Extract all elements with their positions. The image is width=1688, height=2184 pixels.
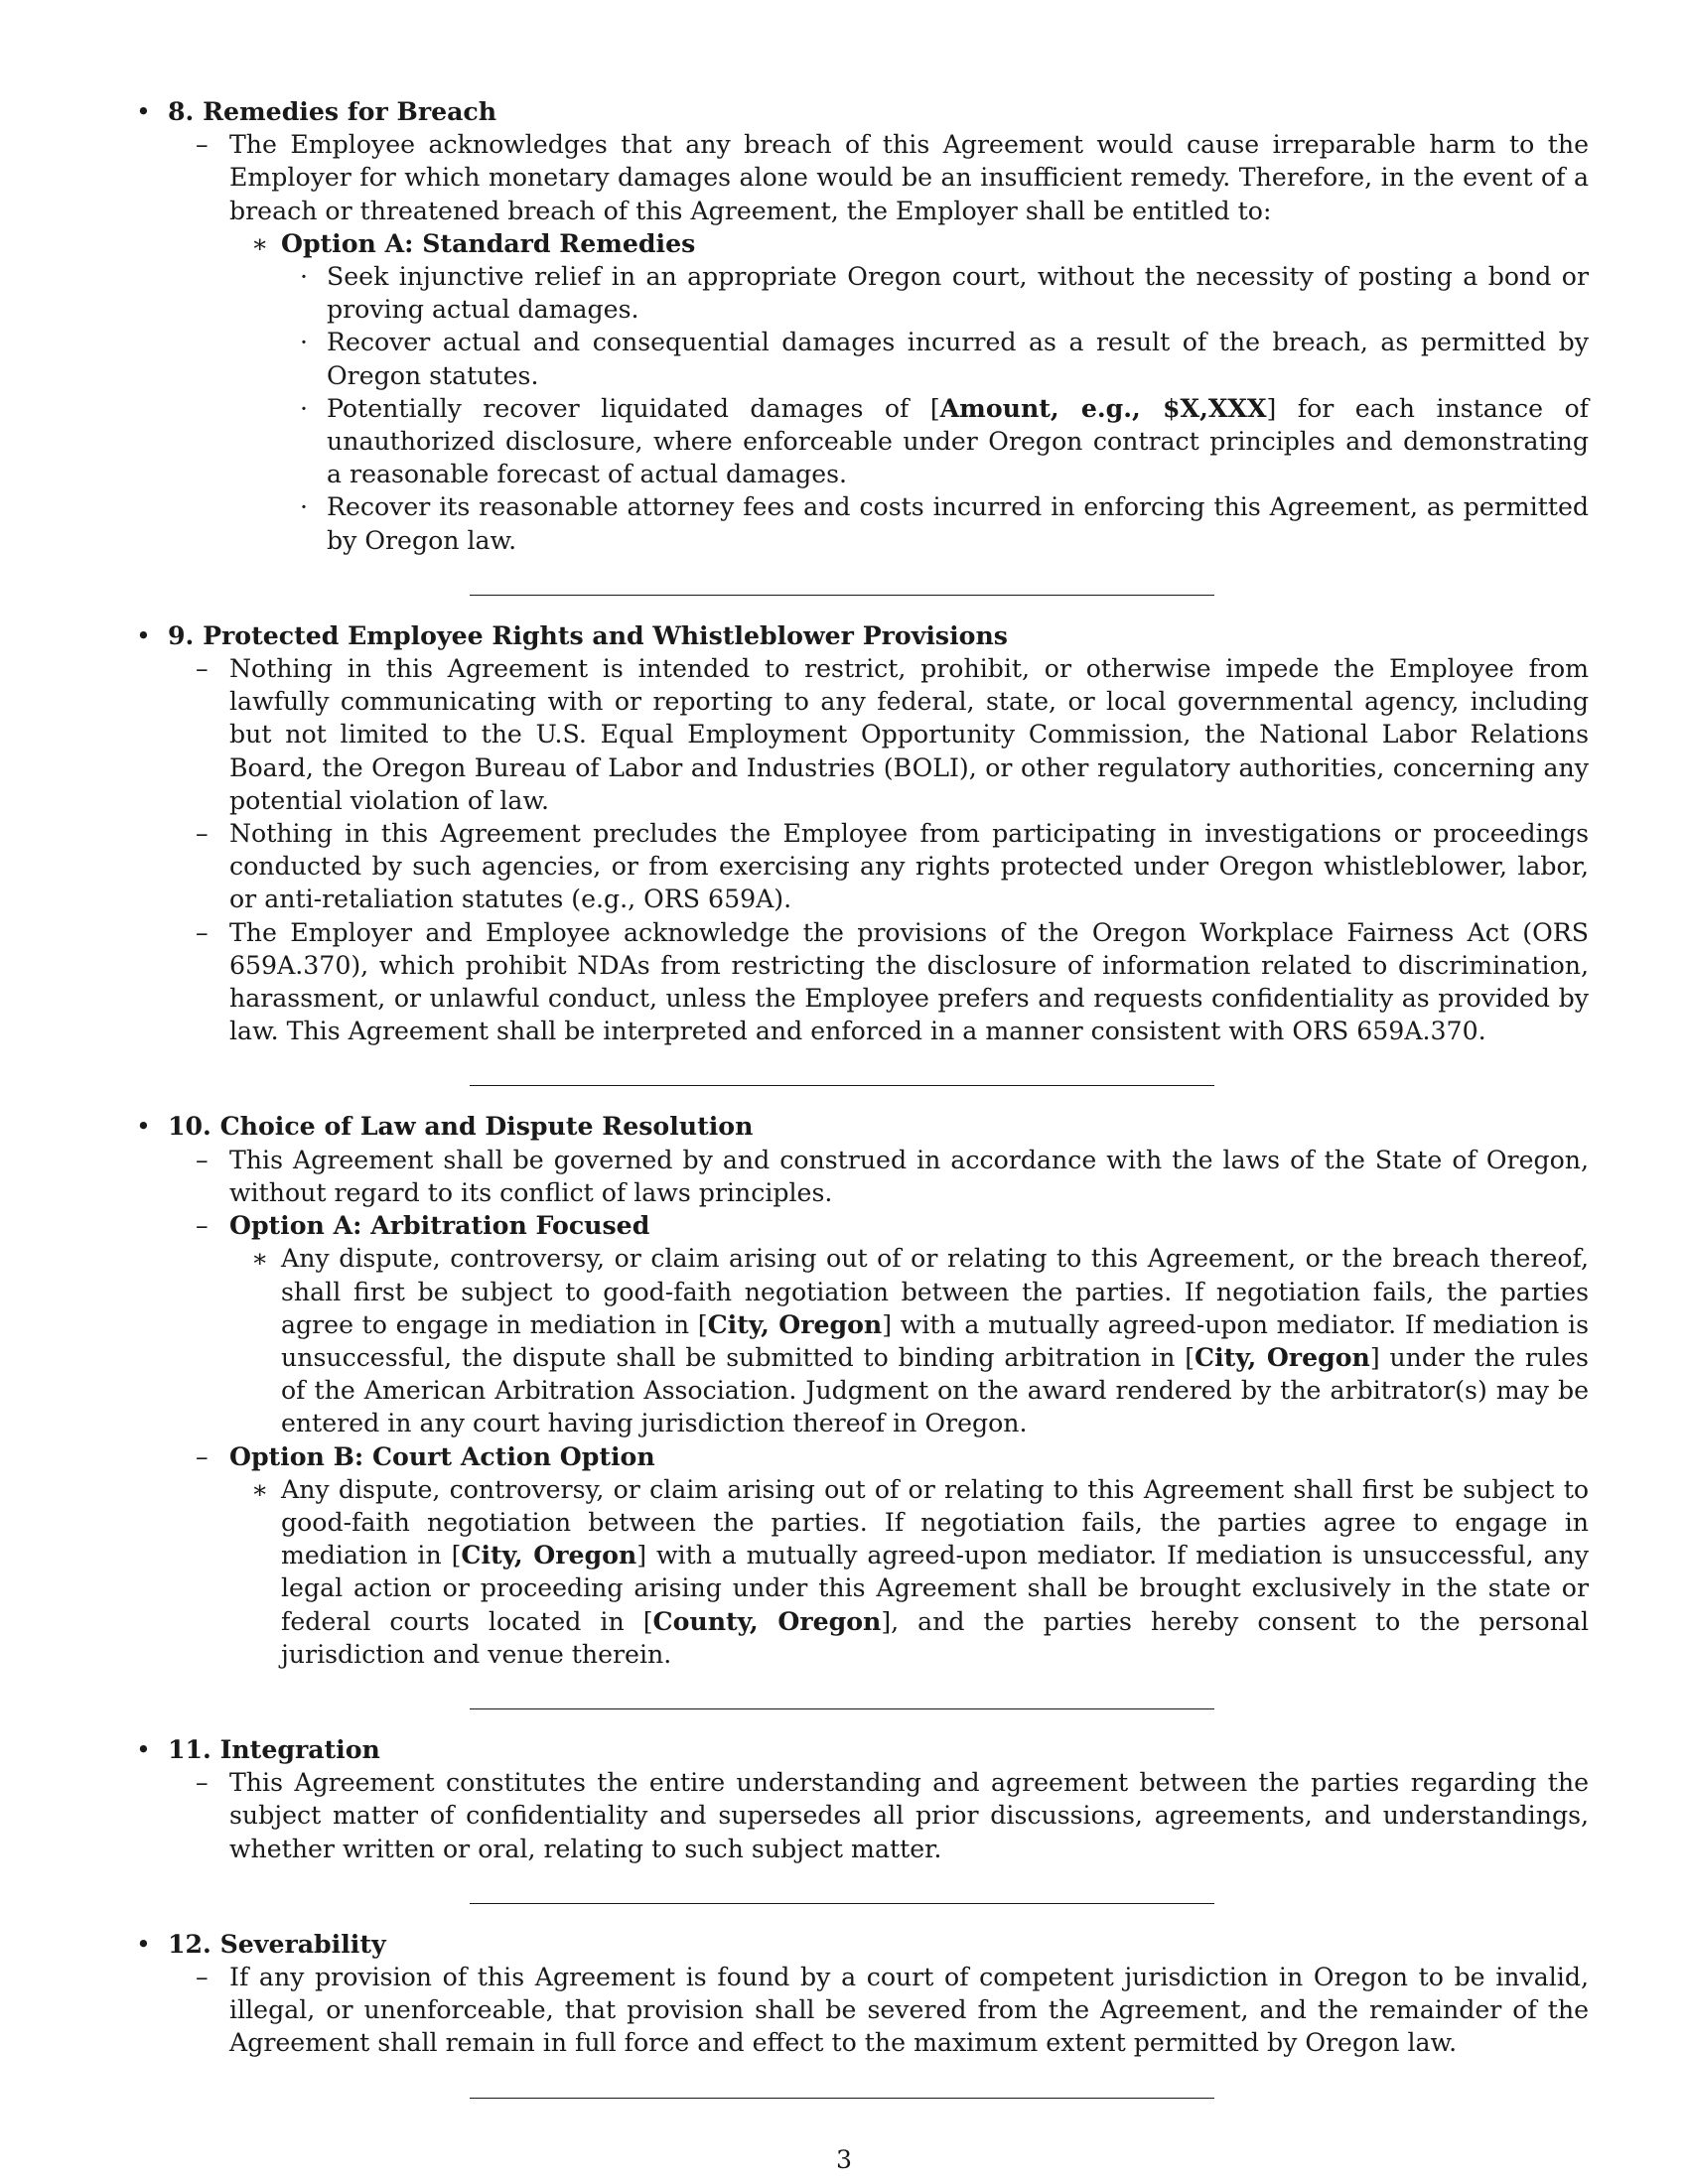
dash-marker: – — [196, 1211, 209, 1241]
placeholder-city: City, Oregon — [461, 1540, 637, 1570]
section-heading-text: 9. Protected Employee Rights and Whistleblower Provisions — [168, 619, 1008, 650]
page-number: 3 — [835, 2145, 853, 2174]
paragraph-text: If any provision of this Agreement is found by a court of competent jurisdiction in Oregon to be invalid, illegal, or unenforceable, that provision shall be severed from the Agreement, and the remainder of the Agreement shall remain in full force and effect to the maximum extent permitted by Oregon law. — [229, 1962, 1589, 2058]
section-heading-text: 10. Choice of Law and Dispute Resolution — [168, 1111, 754, 1142]
dash-marker: – — [196, 1145, 209, 1174]
dash-marker: – — [196, 654, 209, 684]
star-marker: ∗ — [251, 1244, 269, 1274]
list-item — [134, 1209, 1589, 1439]
section-severability — [134, 1928, 1589, 2060]
list-item — [134, 1440, 1589, 1671]
paragraph-text: ] under the rules of the American Arbitration Association. Judgment on the award rendered by the arbitrator(s) may be entered in any court having jurisdiction thereof in Oregon. — [281, 1342, 1589, 1438]
paragraph-text: The Employer and Employee acknowledge the provisions of the Oregon Workplace Fairness Act (ORS 659A.370), which prohibit NDAs from restricting the disclosure of information related to discrimination, harassment, or unlawful conduct, unless the Employee prefers and requests confidentiality as provided by law. This Agreement shall be interpreted and enforced in a manner consistent with ORS 659A.370. — [229, 917, 1589, 1046]
placeholder-city: City, Oregon — [707, 1308, 883, 1339]
option-label: Option B: Court Action Option — [229, 1440, 655, 1471]
list-item — [134, 392, 1589, 491]
list-item — [134, 227, 1589, 557]
paragraph-text: Potentially recover liquidated damages of [ — [327, 393, 940, 423]
list-item — [134, 1473, 1589, 1671]
paragraph-text: Nothing in this Agreement is intended to restrict, prohibit, or otherwise impede the Employee from lawfully communicating with or reporting to any federal, state, or local governmental agency, including but not limited to the U.S. Equal Employment Opportunity Commission, the National Labor Relations Board, the Oregon Bureau of Labor and Industries (BOLI), or other regulatory authorities, concerning any potential violation of law. — [229, 654, 1589, 815]
bullet-marker: • — [136, 1112, 151, 1142]
horizontal-rule — [470, 2098, 1214, 2099]
section-heading-text: 11. Integration — [168, 1733, 380, 1764]
list-item — [134, 260, 1589, 326]
list-item — [134, 128, 1589, 557]
dot-marker: · — [300, 492, 309, 522]
dash-marker: – — [196, 130, 209, 160]
dash-marker: – — [196, 917, 209, 947]
section-heading — [134, 1928, 1589, 1961]
dash-marker: – — [196, 1768, 209, 1798]
paragraph-text: The Employee acknowledges that any breach of this Agreement would cause irreparable harm to the Employer for which monetary damages alone would be an insufficient remedy. Therefore, in the event of a breach or threatened breach of this Agreement, the Employer shall be entitled to: — [229, 130, 1589, 225]
section-heading-text: 8. Remedies for Breach — [168, 96, 497, 126]
placeholder-amount: Amount, e.g., $X,XXX — [939, 392, 1267, 423]
bullet-marker: • — [136, 620, 151, 650]
dot-marker: · — [300, 393, 309, 423]
paragraph-text: ] with a mutually agreed-upon mediator. If mediation is unsuccessful, any legal action or proceeding arising under this Agreement shall be brought exclusively in the state or federal courts located in [ — [281, 1541, 1589, 1636]
list-item — [134, 1766, 1589, 1865]
paragraph-text: Any dispute, controversy, or claim arising out of or relating to this Agreement shall first be subject to good-faith negotiation between the parties. If negotiation fails, the parties agree to engage in mediation in [ — [281, 1474, 1589, 1570]
paragraph-text: Seek injunctive relief in an appropriate Oregon court, without the necessity of posting a bond or proving actual damages. — [327, 262, 1589, 325]
option-label: Option A: Arbitration Focused — [229, 1210, 650, 1241]
section-protected-rights — [134, 619, 1589, 1048]
placeholder-county: County, Oregon — [652, 1605, 882, 1636]
paragraph-text: This Agreement constitutes the entire understanding and agreement between the parties regarding the subject matter of confidentiality and supersedes all prior discussions, agreements, and understandings, whether written or oral, relating to such subject matter. — [229, 1768, 1589, 1863]
option-label: Option A: Standard Remedies — [281, 227, 696, 258]
list-item — [134, 652, 1589, 817]
section-heading — [134, 1110, 1589, 1143]
list-item — [134, 817, 1589, 916]
paragraph-text: Nothing in this Agreement precludes the Employee from participating in investigations or proceedings conducted by such agencies, or from exercising any rights protected under Oregon whistleblower, labor, or anti-retaliation statutes (e.g., ORS 659A). — [229, 819, 1589, 914]
paragraph-text: This Agreement shall be governed by and construed in accordance with the laws of the State of Oregon, without regard to its conflict of laws principles. — [229, 1145, 1589, 1207]
dash-marker: – — [196, 819, 209, 849]
section-heading — [134, 1733, 1589, 1766]
paragraph-text: Recover actual and consequential damages incurred as a result of the breach, as permitted by Oregon statutes. — [327, 328, 1589, 390]
section-heading — [134, 619, 1589, 652]
document-page — [134, 95, 1589, 2099]
dash-marker: – — [196, 1441, 209, 1471]
placeholder-city: City, Oregon — [1195, 1341, 1370, 1372]
list-item — [134, 916, 1589, 1048]
section-heading — [134, 95, 1589, 128]
paragraph-text: ], and the parties hereby consent to the personal jurisdiction and venue therein. — [281, 1606, 1590, 1669]
section-integration — [134, 1733, 1589, 1865]
list-item — [134, 326, 1589, 391]
section-heading-text: 12. Severability — [168, 1928, 386, 1959]
bullet-marker: • — [136, 1929, 151, 1959]
star-marker: ∗ — [251, 228, 269, 258]
list-item — [134, 1961, 1589, 2060]
section-choice-of-law — [134, 1110, 1589, 1670]
paragraph-text: ] with a mutually agreed-upon mediator. If mediation is unsuccessful, the dispute shall be submitted to binding arbitration in [ — [281, 1309, 1590, 1372]
paragraph-text: Recover its reasonable attorney fees and costs incurred in enforcing this Agreement, as permitted by Oregon law. — [327, 492, 1589, 555]
list-item — [134, 490, 1589, 556]
star-marker: ∗ — [251, 1474, 269, 1504]
dot-marker: · — [300, 328, 309, 357]
dot-marker: · — [300, 262, 309, 292]
list-item — [134, 1144, 1589, 1209]
list-item — [134, 1242, 1589, 1439]
paragraph-text: ] for each instance of unauthorized disclosure, where enforceable under Oregon contract principles and demonstrating a reasonable forecast of actual damages. — [327, 393, 1589, 489]
bullet-marker: • — [136, 1734, 151, 1764]
paragraph-text: Any dispute, controversy, or claim arising out of or relating to this Agreement, or the breach thereof, shall first be subject to good-faith negotiation between the parties. If negotiation fails, the parties agree to engage in mediation in [ — [281, 1244, 1589, 1339]
bullet-marker: • — [136, 97, 151, 126]
dash-marker: – — [196, 1962, 209, 1991]
section-remedies-for-breach — [134, 95, 1589, 557]
